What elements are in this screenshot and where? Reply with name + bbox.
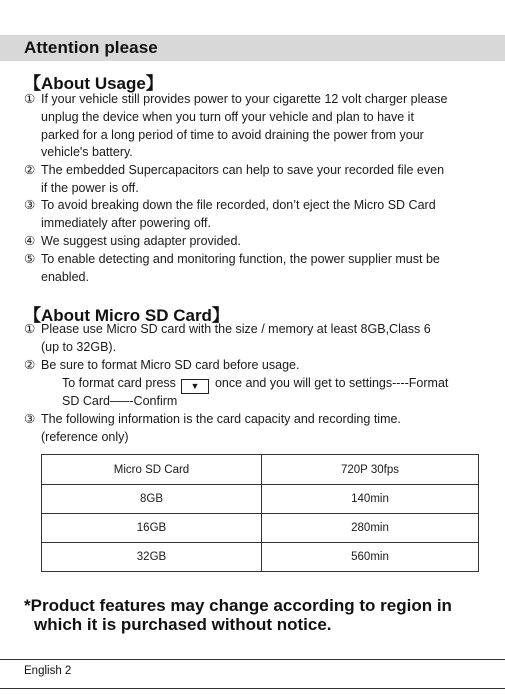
- footer-divider-bottom: [0, 688, 505, 689]
- item-number: ①: [24, 92, 36, 106]
- section-title-usage: 【About Usage】: [24, 74, 163, 93]
- item-number: ①: [24, 322, 36, 336]
- item-number: ⑤: [24, 252, 36, 266]
- section-title-sdcard: 【About Micro SD Card】: [24, 306, 229, 325]
- item-text: parked for a long period of time to avoid draining the power from your: [41, 127, 424, 142]
- table-row: [42, 485, 479, 514]
- item-number: ③: [24, 412, 36, 426]
- item-text: If your vehicle still provides power to your cigarette 12 volt charger please: [41, 92, 448, 106]
- table-cell: 16GB: [42, 514, 262, 543]
- item-text: We suggest using adapter provided.: [41, 234, 241, 248]
- item-text: vehicle's battery.: [41, 145, 133, 160]
- sdcard-item-2: [24, 357, 484, 375]
- item-text: To enable detecting and monitoring function, the power supplier must be: [41, 252, 440, 266]
- item-number: ③: [24, 198, 36, 212]
- item-text: The embedded Supercapacitors can help to save your recorded file even: [41, 163, 445, 177]
- product-notice: [24, 596, 452, 634]
- capacity-table: [41, 454, 479, 572]
- format-suffix: once and you will get to settings----Format: [214, 376, 449, 390]
- column-header: 720P 30fps: [262, 455, 479, 485]
- usage-item-3: [24, 197, 484, 233]
- table-header-row: [42, 455, 479, 485]
- table-cell: 8GB: [42, 485, 262, 514]
- column-header: Micro SD Card: [42, 455, 262, 485]
- item-text: (reference only): [41, 429, 129, 444]
- item-text: Please use Micro SD card with the size / memory at least 8GB,Class 6: [41, 322, 431, 336]
- table-row: [42, 514, 479, 543]
- table-cell: 32GB: [42, 543, 262, 572]
- table-row: [42, 543, 479, 572]
- usage-item-2: [24, 162, 484, 198]
- table-cell: 560min: [262, 543, 479, 572]
- footer-divider-top: [0, 659, 505, 660]
- usage-item-5: [24, 251, 484, 287]
- down-arrow-key-icon: ▼: [181, 379, 209, 394]
- item-text: unplug the device when you turn off your vehicle and plan to have it: [41, 109, 414, 124]
- format-instruction-line2: SD Card–—-Confirm: [62, 394, 178, 408]
- sdcard-item-3: [24, 411, 484, 447]
- item-text: (up to 32GB).: [41, 339, 117, 354]
- table-cell: 280min: [262, 514, 479, 543]
- item-text: Be sure to format Micro SD card before usage.: [41, 358, 300, 372]
- notice-line-2: which it is purchased without notice.: [34, 615, 332, 634]
- item-number: ④: [24, 234, 36, 248]
- item-text: if the power is off.: [41, 180, 139, 195]
- page-number-label: English 2: [24, 665, 72, 677]
- item-text: To avoid breaking down the file recorded, don’t eject the Micro SD Card: [41, 198, 436, 212]
- item-text: The following information is the card capacity and recording time.: [41, 412, 401, 426]
- usage-item-4: [24, 233, 484, 251]
- format-instruction: [62, 375, 448, 394]
- format-prefix: To format card press: [62, 376, 176, 390]
- sdcard-item-1: [24, 321, 484, 357]
- item-number: ②: [24, 163, 36, 177]
- item-number: ②: [24, 358, 36, 372]
- item-text: enabled.: [41, 269, 89, 284]
- usage-item-1: [24, 91, 484, 162]
- page-title: Attention please: [24, 38, 158, 57]
- table-cell: 140min: [262, 485, 479, 514]
- notice-line-1: *Product features may change according to region in: [24, 596, 452, 615]
- item-text: immediately after powering off.: [41, 215, 211, 230]
